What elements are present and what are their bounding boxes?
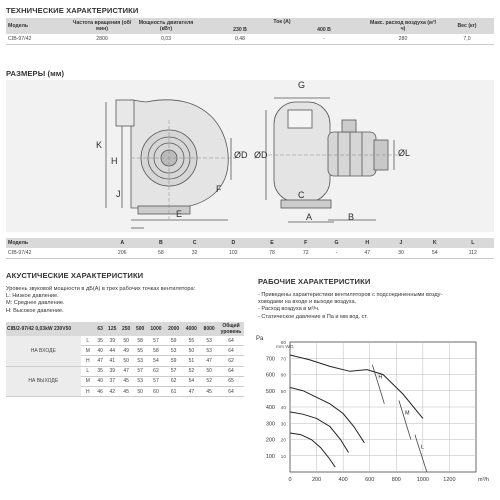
sound-level-cell: 53 bbox=[165, 346, 183, 356]
y2-tick-label: 50 bbox=[280, 389, 286, 395]
freq-header: 1000 bbox=[147, 322, 165, 336]
dims-header: D bbox=[212, 238, 256, 248]
tech-400: - bbox=[282, 34, 366, 45]
sound-level-cell: 40 bbox=[95, 376, 105, 386]
acoustic-table bbox=[6, 322, 244, 397]
tech-speed: 2800 bbox=[70, 34, 134, 45]
y-tick-label: 300 bbox=[265, 421, 275, 428]
acoustic-description bbox=[6, 286, 244, 315]
sound-level-cell: 50 bbox=[200, 366, 218, 376]
sound-level-cell: 35 bbox=[95, 366, 105, 376]
pressure-level: M bbox=[81, 376, 96, 386]
dims-cell: CIB-97/42 bbox=[6, 248, 100, 259]
sound-level-cell: 58 bbox=[147, 346, 165, 356]
acoustic-model-header: CIB/2-97/42 0,03kW 230V50 bbox=[6, 322, 95, 336]
dims-cell: 206 bbox=[100, 248, 144, 259]
sound-level-cell: 58 bbox=[133, 336, 147, 346]
total-level-cell: 62 bbox=[218, 356, 244, 366]
sound-level-cell: 47 bbox=[183, 386, 201, 396]
acoustic-intro: Уровень звуковой мощности в дБ(А) в трех рабочих точках вентилятора: bbox=[6, 286, 196, 292]
operating-point-label: H bbox=[378, 374, 383, 381]
tech-header-230: 230 В bbox=[198, 26, 282, 34]
sound-level-cell: 61 bbox=[165, 386, 183, 396]
dim-label-d1: ØD bbox=[234, 150, 248, 160]
total-header: Общий уровень bbox=[218, 322, 244, 336]
x-tick-label: 1200 bbox=[443, 477, 456, 483]
dim-label-k: K bbox=[96, 140, 103, 150]
sound-level-cell: 57 bbox=[147, 376, 165, 386]
dims-cell: - bbox=[323, 248, 351, 259]
table-row bbox=[6, 336, 244, 346]
sound-level-cell: 57 bbox=[165, 366, 183, 376]
dims-header: B bbox=[144, 238, 178, 248]
dims-header: E bbox=[255, 238, 289, 248]
freq-header: 250 bbox=[119, 322, 133, 336]
sound-level-cell: 37 bbox=[105, 376, 119, 386]
pressure-level: H bbox=[81, 386, 96, 396]
y2-tick-label: 40 bbox=[280, 406, 286, 411]
table-row bbox=[6, 34, 494, 45]
sound-level-cell: 62 bbox=[165, 376, 183, 386]
acoustic-group-label: НА ВЫХОДЕ bbox=[6, 366, 81, 397]
sound-level-cell: 47 bbox=[95, 356, 105, 366]
dims-header: Модель bbox=[6, 238, 100, 248]
acoustic-legend-h: H: Высокое давление. bbox=[6, 307, 64, 314]
sound-level-cell: 50 bbox=[119, 356, 133, 366]
dims-cell: 112 bbox=[452, 248, 494, 259]
y2-axis-label: mm WG bbox=[276, 345, 294, 350]
dim-label-h: H bbox=[111, 156, 118, 166]
tech-header-current: Ток (А) bbox=[198, 18, 366, 26]
sound-level-cell: 59 bbox=[165, 336, 183, 346]
pressure-level: M bbox=[81, 346, 96, 356]
total-level-cell: 64 bbox=[218, 386, 244, 396]
tech-model: CIB-97/42 bbox=[6, 34, 70, 45]
sound-level-cell: 46 bbox=[95, 386, 105, 396]
sound-level-cell: 40 bbox=[95, 346, 105, 356]
x-tick-label: 1000 bbox=[416, 477, 429, 483]
table-row bbox=[6, 366, 244, 376]
dims-cell: 47 bbox=[350, 248, 384, 259]
freq-header: 63 bbox=[95, 322, 105, 336]
total-level-cell: 64 bbox=[218, 366, 244, 376]
y-tick-label: 400 bbox=[265, 405, 275, 411]
dims-header: J bbox=[384, 238, 418, 248]
dims-cell: 30 bbox=[384, 248, 418, 259]
dims-header: C bbox=[178, 238, 212, 248]
sound-level-cell: 52 bbox=[183, 366, 201, 376]
dims-header: G bbox=[323, 238, 351, 248]
pressure-level: H bbox=[81, 356, 96, 366]
y2-tick-label: 60 bbox=[280, 373, 286, 379]
freq-header: 4000 bbox=[183, 322, 201, 336]
dims-header: F bbox=[289, 238, 323, 248]
pressure-level: L bbox=[81, 366, 96, 376]
sound-level-cell: 45 bbox=[200, 386, 218, 396]
sound-level-cell: 57 bbox=[133, 366, 147, 376]
tech-header-400: 400 В bbox=[282, 26, 366, 34]
dims-cell: 54 bbox=[418, 248, 452, 259]
tech-table bbox=[6, 18, 494, 45]
table-row bbox=[6, 248, 494, 259]
tech-230: 0,48 bbox=[198, 34, 282, 45]
tech-power: 0,03 bbox=[134, 34, 198, 45]
tech-weight: 7,0 bbox=[440, 34, 494, 45]
freq-header: 125 bbox=[105, 322, 119, 336]
tech-section-title: ТЕХНИЧЕСКИЕ ХАРАКТЕРИСТИКИ bbox=[6, 6, 139, 15]
sound-level-cell: 54 bbox=[147, 356, 165, 366]
sound-level-cell: 35 bbox=[95, 336, 105, 346]
tech-header-model: Модель bbox=[6, 18, 70, 34]
sound-level-cell: 53 bbox=[133, 356, 147, 366]
sound-level-cell: 41 bbox=[105, 356, 119, 366]
dim-label-l: ØL bbox=[398, 148, 411, 158]
note-line: - Статическое давление в Па и мм вод. ст. bbox=[258, 313, 368, 320]
x-tick-label: 200 bbox=[311, 477, 322, 483]
dim-label-f: F bbox=[216, 184, 222, 194]
dims-header: A bbox=[100, 238, 144, 248]
dims-cell: 78 bbox=[255, 248, 289, 259]
sound-level-cell: 60 bbox=[147, 386, 165, 396]
sound-level-cell: 50 bbox=[133, 386, 147, 396]
y2-tick-label: 10 bbox=[280, 454, 286, 460]
sound-level-cell: 55 bbox=[133, 346, 147, 356]
dim-label-c: C bbox=[298, 190, 305, 200]
y2-tick-label: 20 bbox=[280, 438, 286, 444]
tech-header-speed: Частота вращения (об/мин) bbox=[70, 18, 134, 34]
performance-chart bbox=[252, 330, 496, 496]
y-tick-label: 700 bbox=[265, 356, 275, 363]
y-tick-label: 100 bbox=[265, 453, 275, 460]
sound-level-cell: 50 bbox=[183, 346, 201, 356]
sound-level-cell: 53 bbox=[200, 336, 218, 346]
y-tick-label: 200 bbox=[265, 437, 275, 444]
dim-label-g: G bbox=[298, 80, 306, 90]
acoustic-legend-l: L: Низкое давление. bbox=[6, 293, 59, 300]
y-tick-label: 600 bbox=[265, 372, 275, 379]
y-tick-label: 500 bbox=[265, 388, 275, 395]
sound-level-cell: 47 bbox=[119, 366, 133, 376]
pressure-level: L bbox=[81, 336, 96, 346]
sound-level-cell: 53 bbox=[133, 376, 147, 386]
x-tick-label: 0 bbox=[288, 477, 292, 483]
x-tick-label: 400 bbox=[338, 477, 348, 483]
sound-level-cell: 53 bbox=[200, 346, 218, 356]
freq-header: 500 bbox=[133, 322, 147, 336]
dims-cell: 58 bbox=[144, 248, 178, 259]
performance-section-title: РАБОЧИЕ ХАРАКТЕРИСТИКИ bbox=[258, 277, 371, 286]
dimensions-section-title: РАЗМЕРЫ (мм) bbox=[6, 69, 65, 78]
note-line: ховодами на входе и выходе воздуха. bbox=[258, 299, 357, 306]
sound-level-cell: 57 bbox=[147, 336, 165, 346]
sound-level-cell: 59 bbox=[165, 356, 183, 366]
sound-level-cell: 54 bbox=[183, 376, 201, 386]
dim-label-e: E bbox=[176, 209, 183, 219]
dims-header: H bbox=[350, 238, 384, 248]
sound-level-cell: 50 bbox=[119, 336, 133, 346]
acoustic-group-label: НА ВХОДЕ bbox=[6, 336, 81, 366]
dims-cell: 72 bbox=[289, 248, 323, 259]
sound-level-cell: 45 bbox=[119, 376, 133, 386]
x-tick-label: 600 bbox=[365, 477, 375, 483]
acoustic-legend-m: M: Среднее давление. bbox=[6, 300, 65, 307]
sound-level-cell: 49 bbox=[119, 346, 133, 356]
tech-header-power: Мощность двигателя (кВт) bbox=[134, 18, 198, 34]
dims-cell: 102 bbox=[212, 248, 256, 259]
sound-level-cell: 45 bbox=[119, 386, 133, 396]
x-tick-label: 800 bbox=[391, 477, 401, 483]
dim-label-d2: ØD bbox=[254, 150, 268, 160]
sound-level-cell: 39 bbox=[105, 366, 119, 376]
operating-point-label: M bbox=[404, 410, 410, 417]
tech-airflow: 280 bbox=[366, 34, 440, 45]
total-level-cell: 65 bbox=[218, 376, 244, 386]
dims-header: K bbox=[418, 238, 452, 248]
tech-header-airflow: Макс. расход воздуха (м³/ч) bbox=[366, 18, 440, 34]
dim-label-a: A bbox=[306, 212, 313, 222]
sound-level-cell: 39 bbox=[105, 336, 119, 346]
x-axis-label: m³/h bbox=[478, 477, 489, 483]
y2-tick-label: 80 bbox=[280, 341, 286, 346]
dim-label-j: J bbox=[116, 189, 121, 199]
total-level-cell: 64 bbox=[218, 336, 244, 346]
dims-header: L bbox=[452, 238, 494, 248]
dimensions-table bbox=[6, 238, 494, 259]
dims-cell: 32 bbox=[178, 248, 212, 259]
y-axis-label: Pa bbox=[256, 336, 264, 342]
freq-header: 8000 bbox=[200, 322, 218, 336]
sound-level-cell: 51 bbox=[183, 356, 201, 366]
operating-point-label: L bbox=[420, 444, 424, 451]
note-line: - Расход воздуха в м³/ч. bbox=[258, 306, 320, 313]
sound-level-cell: 52 bbox=[200, 376, 218, 386]
sound-level-cell: 55 bbox=[183, 336, 201, 346]
y2-tick-label: 30 bbox=[280, 422, 286, 428]
note-line: - Приведены характеристики вентиляторов с подсоединенными возду- bbox=[258, 292, 443, 298]
sound-level-cell: 44 bbox=[105, 346, 119, 356]
y2-tick-label: 70 bbox=[280, 357, 286, 363]
tech-header-weight: Вес (кг) bbox=[440, 18, 494, 34]
sound-level-cell: 62 bbox=[147, 366, 165, 376]
fan-dimension-drawing bbox=[6, 80, 494, 232]
dimension-drawing-panel bbox=[6, 80, 494, 232]
total-level-cell: 64 bbox=[218, 346, 244, 356]
acoustic-section-title: АКУСТИЧЕСКИЕ ХАРАКТЕРИСТИКИ bbox=[6, 271, 144, 280]
performance-notes bbox=[258, 292, 498, 321]
dim-label-b: B bbox=[348, 212, 355, 222]
sound-level-cell: 42 bbox=[105, 386, 119, 396]
sound-level-cell: 47 bbox=[200, 356, 218, 366]
freq-header: 2000 bbox=[165, 322, 183, 336]
